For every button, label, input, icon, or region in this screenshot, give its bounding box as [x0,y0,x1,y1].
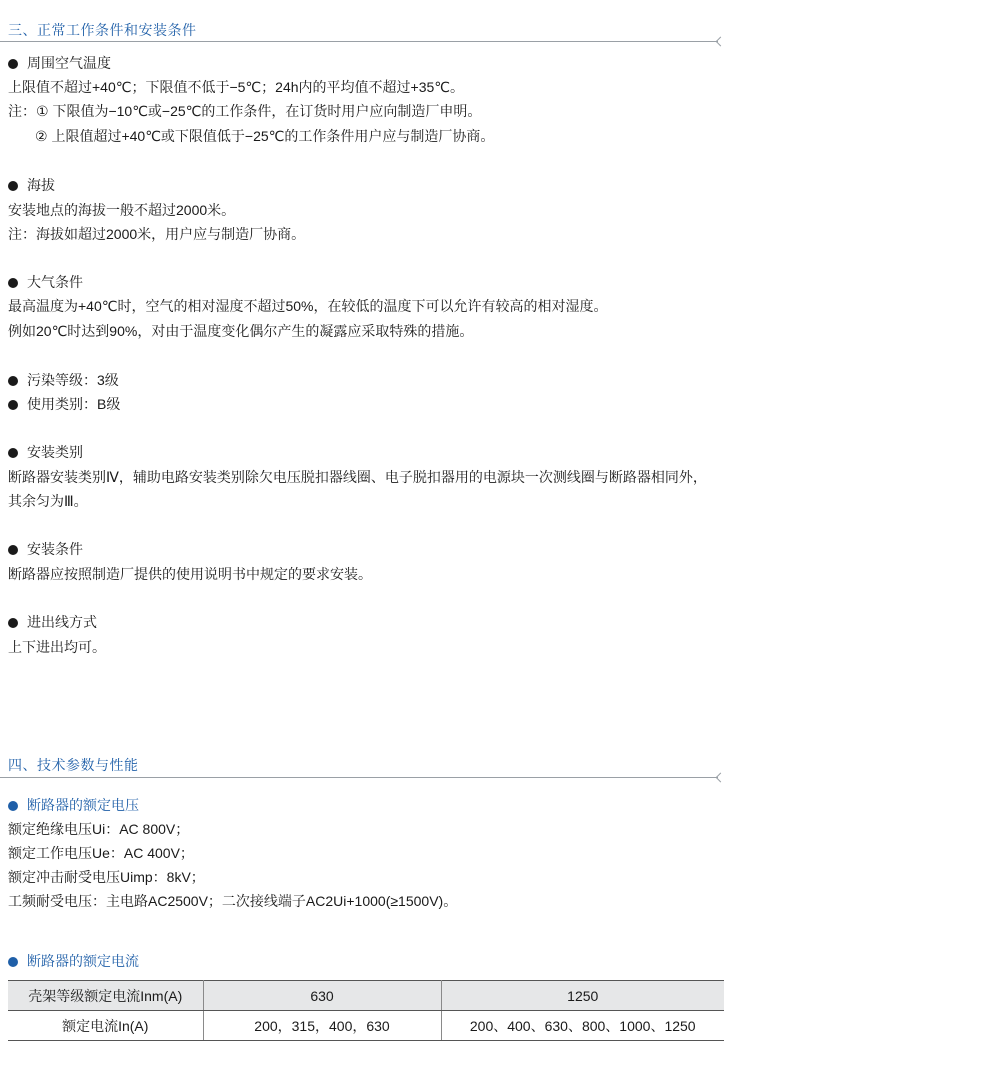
bullet-icon [8,957,18,967]
usage-category: 使用类别：B级 [8,394,120,414]
bullet-icon [8,181,18,191]
install-category-heading: 安装类别 [8,442,83,462]
pollution-level: 污染等级：3级 [8,370,119,390]
section4-divider [0,777,718,778]
table-cell: 200，315，400，630 [203,1011,441,1041]
table-row [8,1011,724,1041]
wiring-line: 上下进出均可。 [8,639,106,655]
altitude-heading: 海拔 [8,175,55,195]
section3-divider [0,41,718,42]
voltage-line: 额定冲击耐受电压Uimp：8kV； [8,869,205,885]
rated-current-table [8,980,724,1041]
bullet-icon [8,376,18,386]
ambient-heading: 周围空气温度 [8,53,111,73]
bullet-icon [8,618,18,628]
table-header-cell: 630 [203,981,441,1011]
atmosphere-heading: 大气条件 [8,272,83,292]
table-cell: 额定电流In(A) [8,1011,203,1041]
ambient-note-1: 注：① 下限值为−10℃或−25℃的工作条件，在订货时用户应向制造厂申明。 [8,103,482,119]
install-condition-line: 断路器应按照制造厂提供的使用说明书中规定的要求安装。 [8,566,372,582]
install-category-line-2: 其余匀为Ⅲ。 [8,493,88,509]
table-cell: 200、400、630、800、1000、1250 [441,1011,724,1041]
bullet-icon [8,801,18,811]
bullet-icon [8,400,18,410]
bullet-icon [8,545,18,555]
voltage-heading: 断路器的额定电压 [8,795,139,815]
bullet-icon [8,448,18,458]
wiring-heading: 进出线方式 [8,612,97,632]
table-header-cell: 1250 [441,981,724,1011]
bullet-icon [8,59,18,69]
altitude-note: 注：海拔如超过2000米，用户应与制造厂协商。 [8,226,306,242]
current-heading: 断路器的额定电流 [8,951,139,971]
altitude-line: 安装地点的海拔一般不超过2000米。 [8,202,236,218]
install-condition-heading: 安装条件 [8,539,83,559]
voltage-line: 工频耐受电压：主电路AC2500V；二次接线端子AC2Ui+1000(≥1500V)。 [8,893,458,909]
voltage-line: 额定工作电压Ue：AC 400V； [8,845,194,861]
install-category-line-1: 断路器安装类别Ⅳ，辅助电路安装类别除欠电压脱扣器线圈、电子脱扣器用的电源块一次测线圈与断路器相同外， [8,469,707,485]
voltage-line: 额定绝缘电压Ui：AC 800V； [8,821,190,837]
ambient-line: 上限值不超过+40℃；下限值不低于−5℃；24h内的平均值不超过+35℃。 [8,79,464,95]
section4-title: 四、技术参数与性能 [8,757,139,773]
section3-title: 三、正常工作条件和安装条件 [8,22,197,38]
table-header-cell: 壳架等级额定电流Inm(A) [8,981,203,1011]
atmosphere-line-1: 最高温度为+40℃时，空气的相对湿度不超过50%，在较低的温度下可以允许有较高的相对湿度。 [8,298,608,314]
atmosphere-line-2: 例如20℃时达到90%，对由于温度变化偶尔产生的凝露应采取特殊的措施。 [8,323,474,339]
ambient-note-2: ② 上限值超过+40℃或下限值低于−25℃的工作条件用户应与制造厂协商。 [35,128,495,144]
bullet-icon [8,278,18,288]
table-header-row [8,981,724,1011]
